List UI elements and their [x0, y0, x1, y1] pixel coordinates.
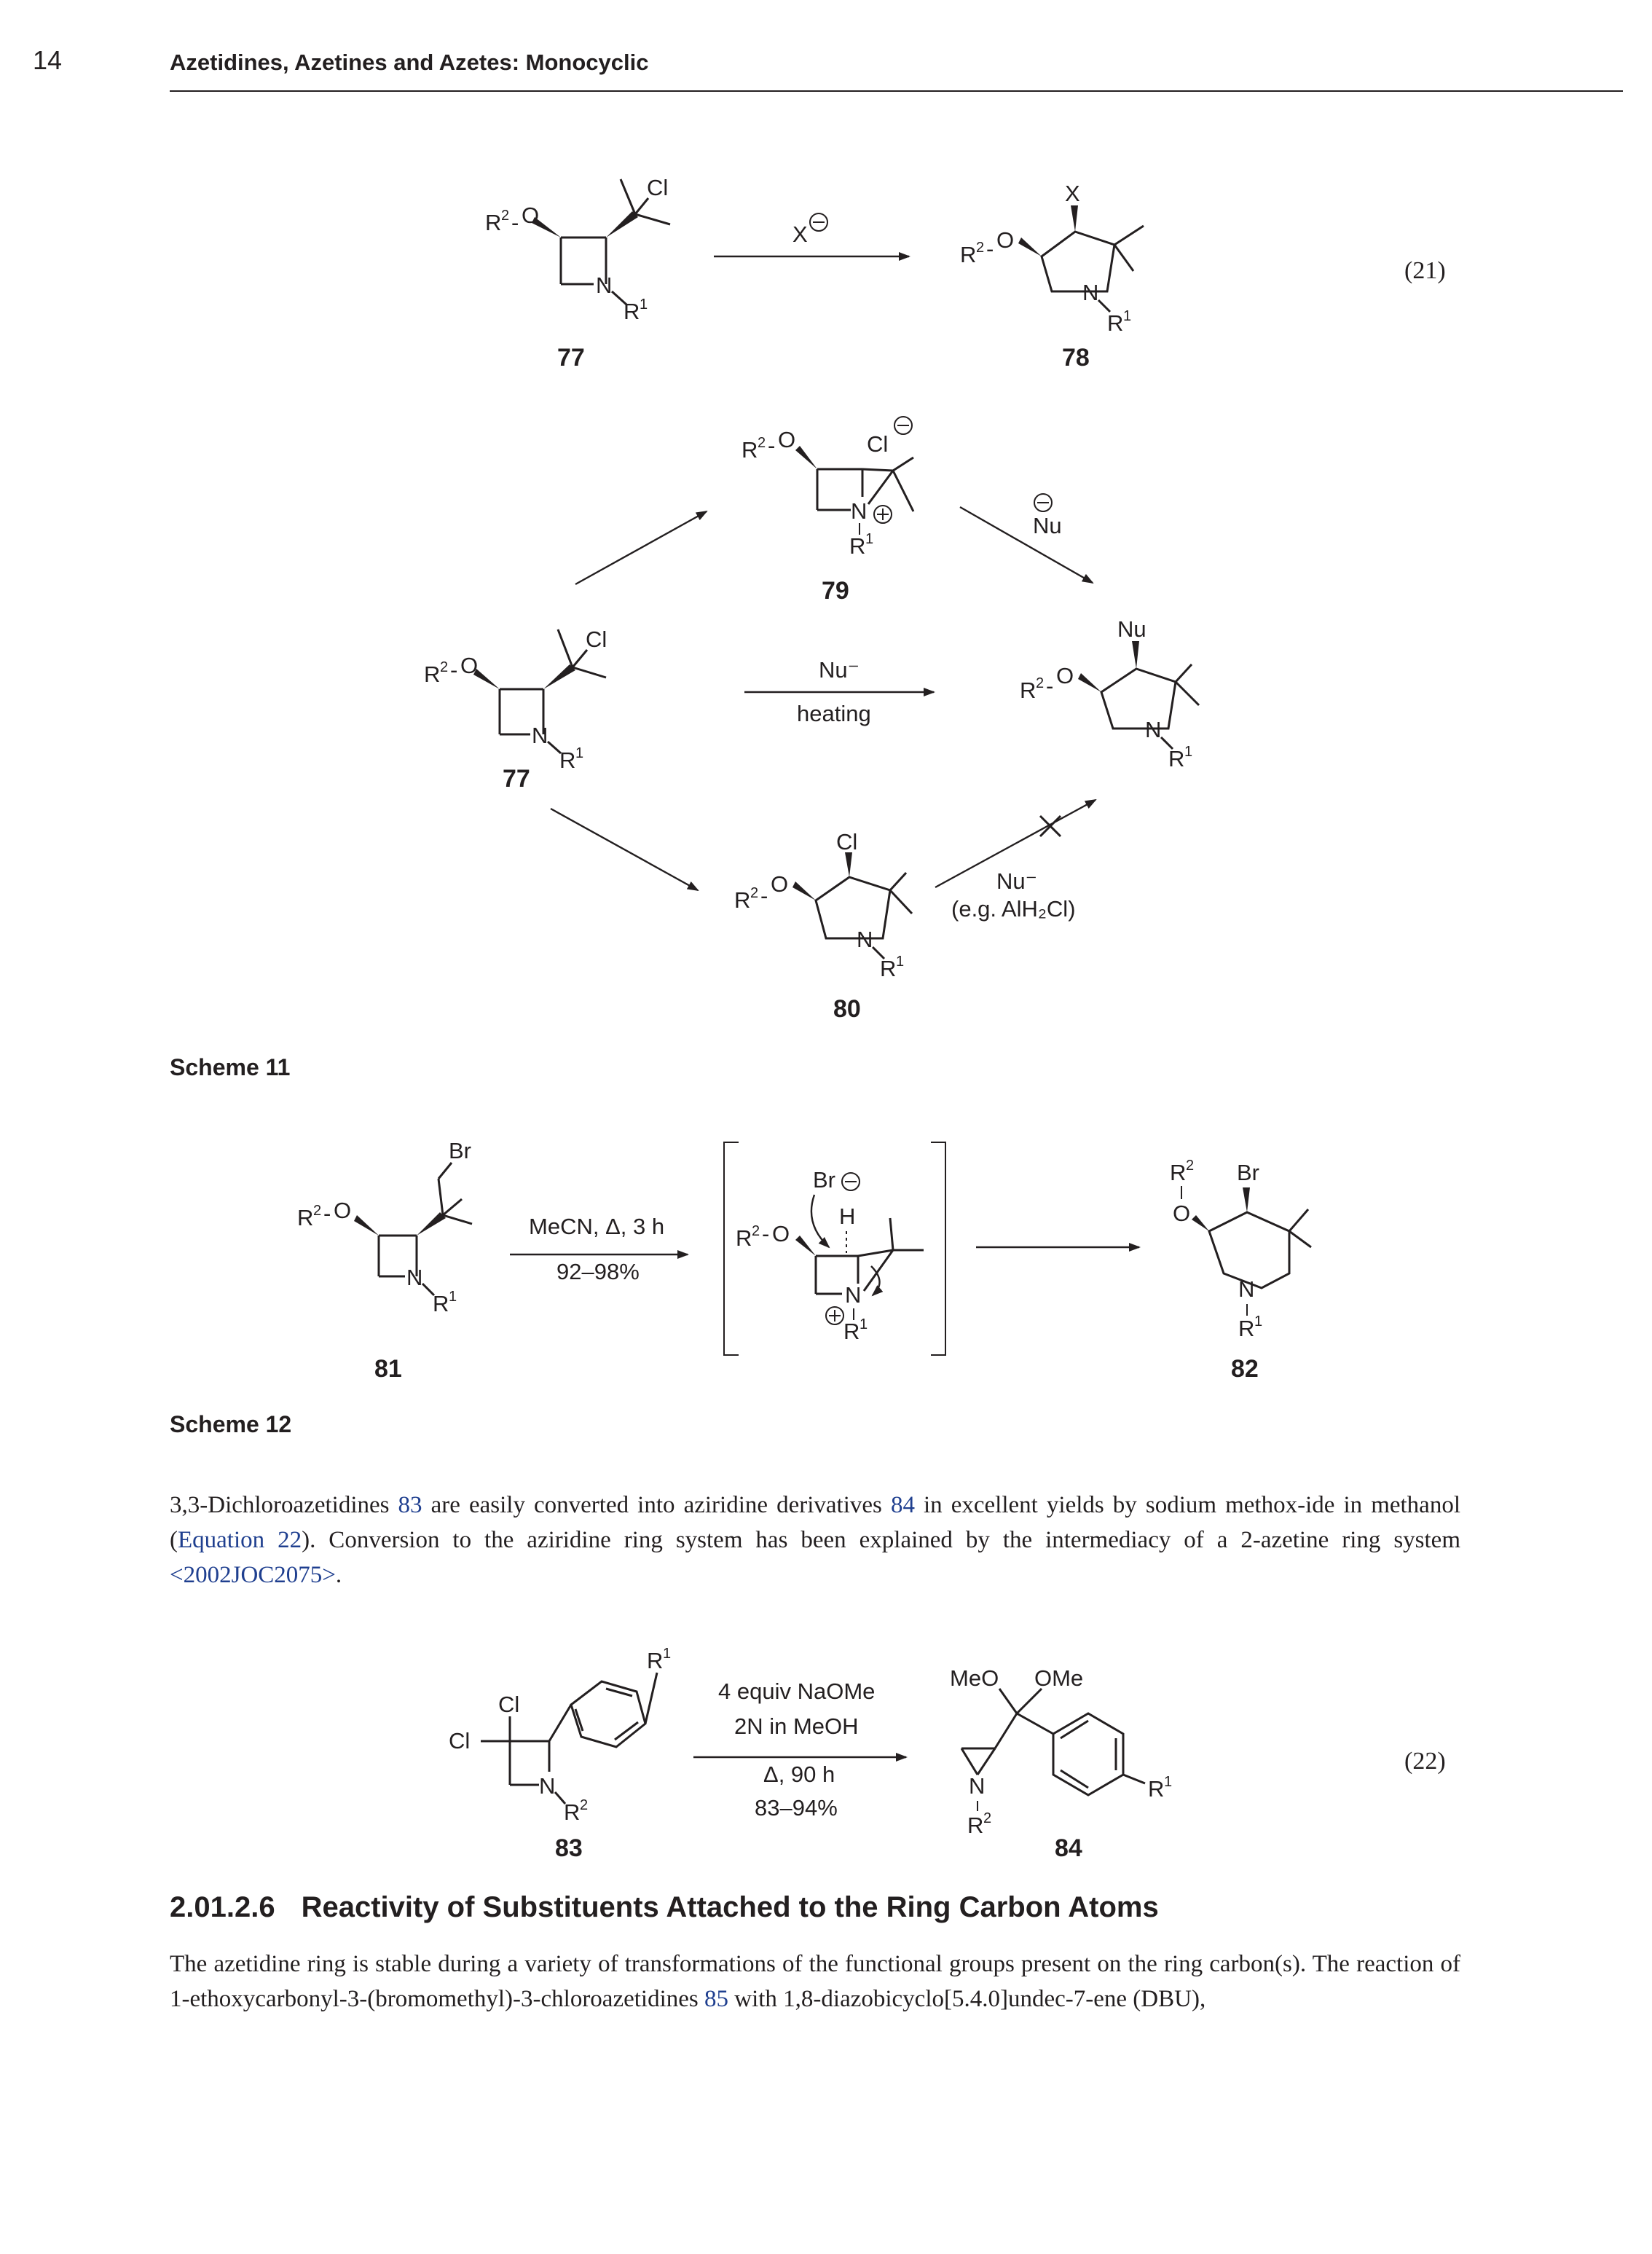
- svg-text:N: N: [851, 498, 868, 524]
- compound-label-77b: 77: [503, 765, 530, 793]
- scheme12-aziridinium-intermediate: [724, 1142, 945, 1355]
- svg-text:-: -: [511, 210, 519, 235]
- svg-text:83–94%: 83–94%: [755, 1795, 838, 1821]
- svg-text:Δ, 90 h: Δ, 90 h: [763, 1762, 835, 1787]
- svg-text:Cl: Cl: [867, 431, 889, 457]
- svg-text:O: O: [1056, 663, 1074, 688]
- svg-text:R: R: [424, 661, 441, 687]
- svg-text:X: X: [792, 221, 808, 247]
- compound-label-84: 84: [1055, 1834, 1082, 1862]
- svg-text:R: R: [736, 1225, 752, 1251]
- svg-text:O: O: [460, 653, 479, 678]
- svg-text:2: 2: [580, 1797, 589, 1813]
- paragraph-dichloroazetidines: 3,3-Dichloroazetidines 83 are easily converted into aziridine derivatives 84 in excellent yields by sodium methox-ide in methanol (Equation 22). Conversion to the aziridine ring system has been explained by the intermediacy of a 2-azetine ring system <2002JOC2075>.: [170, 1492, 1460, 1588]
- svg-text:R: R: [485, 210, 502, 235]
- reference-link-2002joc2075[interactable]: <2002JOC2075>: [170, 1562, 336, 1588]
- arrow-77-to-79: [575, 511, 707, 584]
- eq21-compound-77: [485, 175, 670, 372]
- svg-text:-: -: [760, 883, 768, 908]
- svg-text:-: -: [768, 433, 776, 458]
- svg-text:Cl: Cl: [498, 1692, 520, 1717]
- svg-text:O: O: [996, 227, 1015, 253]
- compound-label-78: 78: [1062, 344, 1090, 372]
- svg-text:R: R: [960, 242, 977, 267]
- svg-text:R: R: [559, 747, 576, 773]
- svg-text:1: 1: [1164, 1774, 1173, 1790]
- svg-text:R: R: [647, 1648, 664, 1673]
- svg-text:R: R: [624, 299, 640, 324]
- scheme11-compound-79: [742, 417, 913, 605]
- svg-text:R: R: [1238, 1316, 1255, 1341]
- page-number: 14: [33, 45, 63, 75]
- svg-text:2: 2: [440, 659, 449, 675]
- compound-link-83[interactable]: 83: [398, 1492, 422, 1518]
- svg-text:O: O: [522, 203, 540, 228]
- svg-text:1: 1: [1123, 308, 1132, 324]
- svg-text:2: 2: [976, 240, 985, 256]
- svg-text:R: R: [1148, 1776, 1165, 1802]
- svg-text:H: H: [839, 1203, 856, 1229]
- svg-text:1: 1: [1254, 1313, 1263, 1330]
- compound-label-80: 80: [833, 995, 861, 1023]
- svg-text:2: 2: [758, 435, 766, 451]
- scheme11-compound-77: [424, 627, 607, 793]
- svg-text:4 equiv NaOMe: 4 equiv NaOMe: [718, 1678, 876, 1704]
- svg-text:1: 1: [860, 1316, 868, 1332]
- scheme11-label: Scheme 11: [170, 1054, 291, 1080]
- svg-text:O: O: [778, 427, 796, 452]
- svg-text:N: N: [406, 1265, 423, 1290]
- svg-text:Cl: Cl: [647, 175, 669, 200]
- svg-text:Nu: Nu: [1033, 513, 1062, 538]
- svg-text:heating: heating: [797, 701, 871, 726]
- svg-text:2: 2: [501, 208, 510, 224]
- svg-text:Cl: Cl: [586, 627, 607, 652]
- compound-label-83: 83: [555, 1834, 583, 1862]
- svg-text:1: 1: [640, 297, 648, 313]
- svg-text:N: N: [1145, 717, 1162, 742]
- arrow-77-to-80: [551, 809, 698, 890]
- svg-text:R: R: [433, 1291, 449, 1316]
- equation-22-link[interactable]: Equation 22: [178, 1527, 302, 1553]
- compound-link-85[interactable]: 85: [704, 1986, 728, 2012]
- compound-label-82: 82: [1231, 1355, 1259, 1383]
- section-title: Reactivity of Substituents Attached to the Ring Carbon Atoms: [301, 1891, 1159, 1923]
- section-number: 2.01.2.6: [170, 1891, 275, 1923]
- svg-text:2: 2: [1036, 675, 1045, 691]
- svg-text:N: N: [1238, 1276, 1255, 1302]
- svg-text:R: R: [297, 1205, 314, 1230]
- svg-text:OMe: OMe: [1034, 1665, 1084, 1691]
- paragraph-ring-substituents: The azetidine ring is stable during a variety of transformations of the functional groups present on the ring carbon(s). The reaction of 1-ethoxycarbonyl-3-(bromomethyl)-3-chloroazetidines 85 with 1,8-diazobicyclo[5.4.0]undec-7-ene (DBU),: [170, 1951, 1460, 2012]
- svg-text:-: -: [762, 1221, 770, 1246]
- scheme12-compound-82: [1170, 1158, 1311, 1383]
- compound-label-79: 79: [822, 577, 849, 605]
- svg-text:R: R: [734, 887, 751, 913]
- svg-text:MeO: MeO: [950, 1665, 999, 1691]
- svg-text:Cl: Cl: [449, 1728, 471, 1754]
- svg-text:R: R: [564, 1799, 581, 1825]
- eq22-compound-84: [950, 1665, 1172, 1862]
- svg-text:2: 2: [1186, 1158, 1195, 1174]
- eq21-compound-78: [960, 181, 1144, 372]
- svg-text:N: N: [845, 1282, 862, 1308]
- svg-text:N: N: [539, 1773, 556, 1799]
- svg-text:R: R: [742, 437, 758, 463]
- svg-text:O: O: [334, 1198, 352, 1223]
- svg-text:R: R: [1020, 678, 1037, 703]
- svg-text:Nu⁻: Nu⁻: [819, 657, 860, 683]
- svg-text:2N in MeOH: 2N in MeOH: [734, 1713, 859, 1739]
- svg-text:(e.g. AlH₂Cl): (e.g. AlH₂Cl): [951, 896, 1076, 922]
- svg-text:-: -: [450, 657, 458, 683]
- svg-text:Br: Br: [1237, 1160, 1259, 1185]
- svg-text:O: O: [772, 1221, 790, 1246]
- svg-text:R: R: [1168, 746, 1185, 771]
- scheme11-product-nu-pyrrolidine: [1020, 616, 1199, 771]
- arrow-79-to-product: [960, 507, 1093, 583]
- svg-text:X: X: [1065, 181, 1080, 206]
- scheme11-compound-80: [734, 829, 912, 1023]
- svg-text:92–98%: 92–98%: [556, 1259, 640, 1284]
- svg-text:MeCN, Δ, 3 h: MeCN, Δ, 3 h: [529, 1214, 665, 1239]
- equation-number-21: (21): [1404, 257, 1446, 284]
- svg-text:R: R: [1107, 310, 1124, 336]
- scheme12-label: Scheme 12: [170, 1411, 292, 1437]
- svg-text:1: 1: [663, 1646, 672, 1662]
- svg-text:N: N: [1082, 280, 1099, 305]
- svg-text:Nu⁻: Nu⁻: [996, 868, 1037, 894]
- compound-link-84[interactable]: 84: [890, 1492, 915, 1518]
- svg-text:1: 1: [896, 954, 905, 970]
- compound-label-81: 81: [374, 1355, 402, 1383]
- section-heading: [170, 1891, 1159, 1924]
- svg-text:2: 2: [752, 1223, 760, 1239]
- svg-text:R: R: [1170, 1160, 1187, 1185]
- svg-text:2: 2: [983, 1810, 992, 1826]
- svg-text:R: R: [843, 1319, 860, 1344]
- svg-text:1: 1: [1184, 744, 1193, 760]
- svg-text:N: N: [532, 723, 548, 748]
- svg-text:O: O: [1173, 1201, 1191, 1226]
- svg-text:N: N: [596, 272, 613, 298]
- svg-text:R: R: [849, 533, 866, 559]
- svg-text:2: 2: [313, 1203, 322, 1219]
- svg-text:N: N: [857, 927, 873, 952]
- svg-text:1: 1: [865, 531, 874, 547]
- svg-text:Br: Br: [449, 1138, 471, 1163]
- svg-text:Cl: Cl: [836, 829, 858, 855]
- svg-text:2: 2: [750, 885, 759, 901]
- svg-text:O: O: [771, 871, 789, 897]
- running-title: Azetidines, Azetines and Azetes: Monocyclic: [170, 50, 649, 75]
- svg-text:N: N: [969, 1773, 986, 1799]
- svg-text:-: -: [1046, 673, 1054, 699]
- svg-text:1: 1: [449, 1289, 457, 1305]
- equation-number-22: (22): [1404, 1748, 1446, 1775]
- scheme12-compound-81: [297, 1138, 472, 1383]
- eq22-compound-83: [449, 1646, 671, 1862]
- svg-text:1: 1: [575, 745, 584, 761]
- svg-text:R: R: [880, 956, 897, 981]
- svg-text:-: -: [323, 1201, 331, 1226]
- svg-text:-: -: [986, 236, 994, 262]
- svg-text:Nu: Nu: [1117, 616, 1146, 642]
- compound-label-77: 77: [557, 344, 585, 372]
- svg-text:R: R: [967, 1813, 984, 1838]
- svg-text:Br: Br: [813, 1167, 835, 1193]
